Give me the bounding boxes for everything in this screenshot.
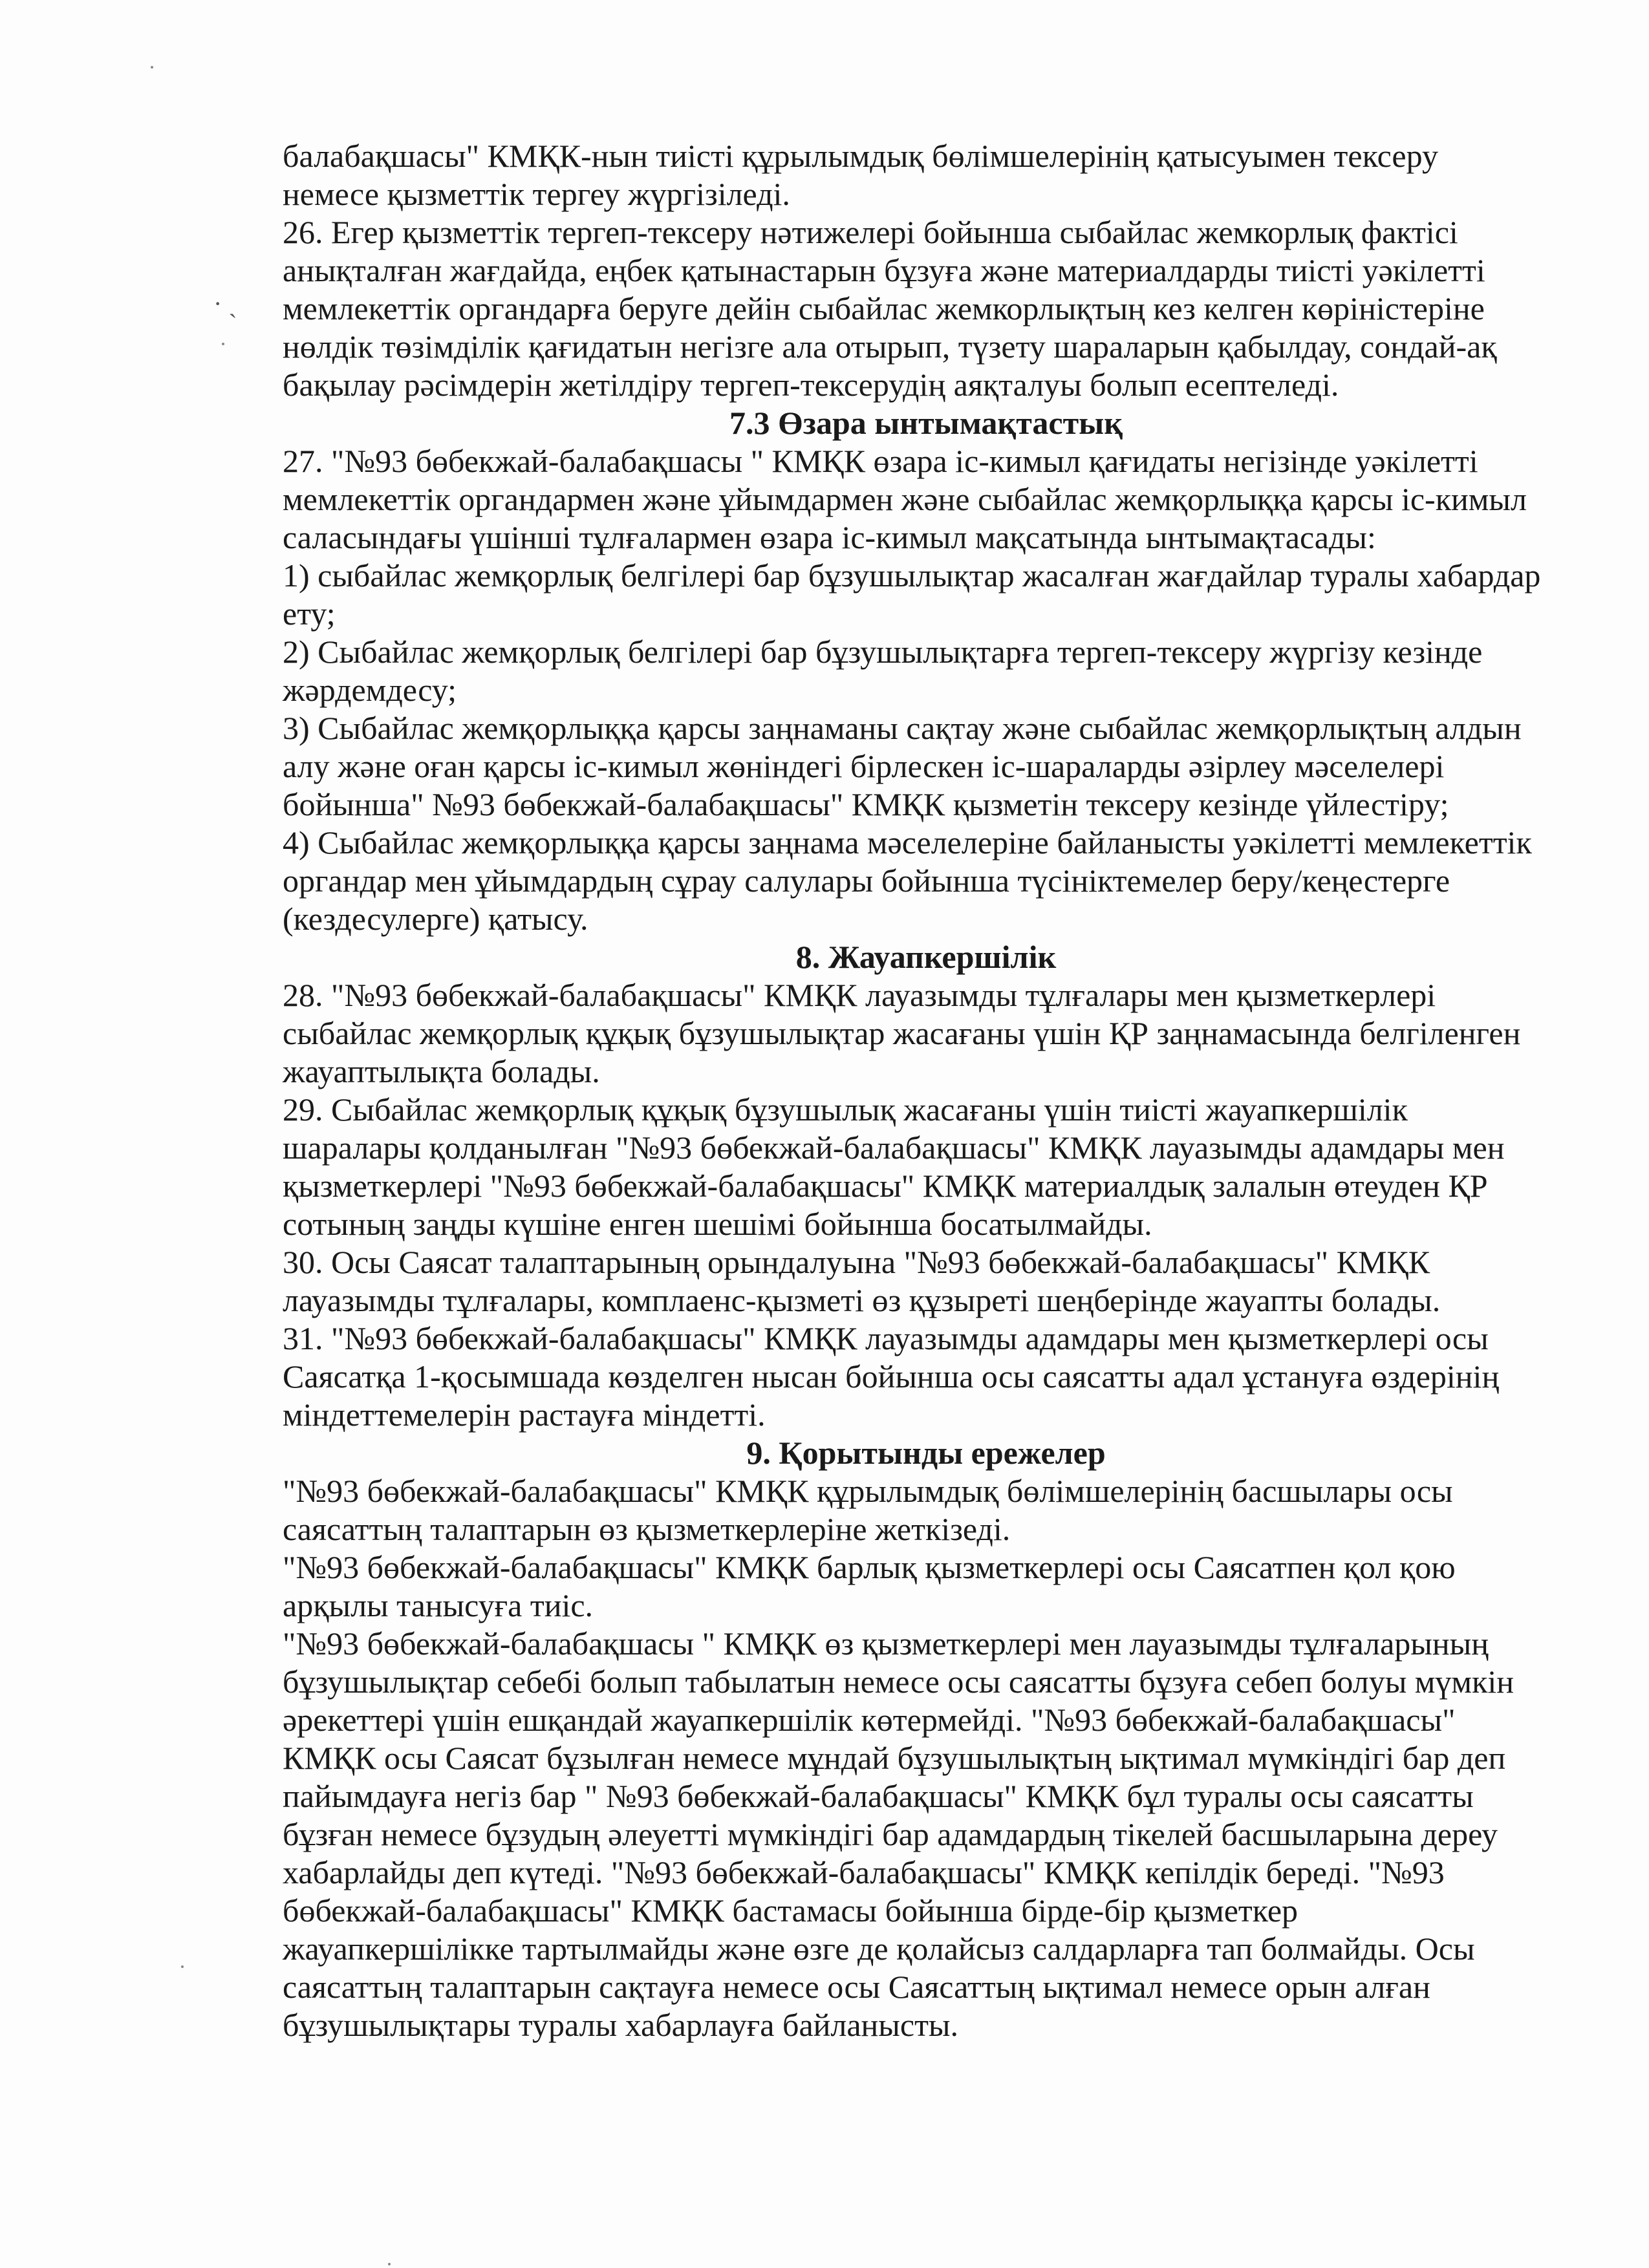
text-line: арқылы танысуға тиіс. [283,1587,594,1623]
text-line: сотының заңды күшіне енген шешімі бойынша босатылмайды. [283,1206,1152,1242]
text-line: сыбайлас жемқорлық құқық бұзушылықтар жасағаны үшін ҚР заңнамасында белгіленген [283,1015,1521,1051]
text-line: қызметкерлері "№93 бөбекжай-балабақшасы" КМҚК материалдық залалын өтеуден ҚР [283,1168,1488,1204]
text-line: нөлдік төзімділік қағидатын негізге ала отырып, түзету шараларын қабылдау, сондай-ақ [283,328,1497,365]
text-line: (кездесулерге) қатысу. [283,901,588,937]
text-line: лауазымды тұлғалары, комплаенс-қызметі өз құзыреті шеңберінде жауапты болады. [283,1282,1441,1318]
text-line: 4) Сыбайлас жемқорлыққа қарсы заңнама мәселелеріне байланысты уәкілетті мемлекеттік [283,824,1532,861]
text-line: бұзушылықтар себебі болып табылатын немесе осы саясатты бұзуға себеп болуы мүмкін [283,1664,1514,1700]
text-line: бұзған немесе бұзудың әлеуетті мүмкіндігі бар адамдардың тікелей басшыларына дереу [283,1816,1498,1852]
text-line: бойынша" №93 бөбекжай-балабақшасы" КМҚК қызметін тексеру кезінде үйлестіру; [283,786,1449,822]
text-line: әрекеттері үшін ешқандай жауапкершілік көтермейді. "№93 бөбекжай-балабақшасы" [283,1702,1456,1738]
text-line: жәрдемдесу; [283,672,457,708]
text-line: бақылау рәсімдерін жетілдіру тергеп-тексерудің аяқталуы болып есептеледі. [283,367,1339,403]
text-line: анықталған жағдайда, еңбек қатынастарын бұзуға және материалдарды тиісті уәкілетті [283,252,1485,288]
text-line: "№93 бөбекжай-балабақшасы " КМҚК өз қызметкерлері мен лауазымды тұлғаларының [283,1625,1489,1662]
text-line: 1) сыбайлас жемқорлық белгілері бар бұзушылықтар жасалған жағдайлар туралы хабардар [283,557,1541,594]
text-line: Саясатқа 1-қосымшада көзделген нысан бойынша осы саясатты адал ұстануға өздерінің [283,1358,1500,1395]
scan-speck [222,343,224,345]
section-heading: 7.3 Өзара ынтымақтастық [729,405,1123,441]
text-line: "№93 бөбекжай-балабақшасы" КМҚК құрылымдық бөлімшелерінің басшылары осы [283,1473,1453,1509]
text-line: жауаптылықта болады. [283,1053,600,1089]
text-line: КМҚК осы Саясат бұзылған немесе мұндай бұзушылықтың ықтимал мүмкіндігі бар деп [283,1740,1506,1776]
margin-scan-mark: · ˎ [213,289,237,318]
text-line: саласындағы үшінші тұлғалармен өзара іс-кимыл мақсатында ынтымақтасады: [283,519,1376,555]
text-line: мемлекеттік органдармен және ұйымдармен және сыбайлас жемқорлыққа қарсы іс-кимыл [283,481,1527,517]
section-heading: 8. Жауапкершілік [795,939,1057,975]
text-line: шаралары қолданылған "№93 бөбекжай-балабақшасы" КМҚК лауазымды адамдары мен [283,1129,1505,1166]
text-line: 3) Сыбайлас жемқорлыққа қарсы заңнаманы сақтау және сыбайлас жемқорлықтың алдын [283,710,1522,746]
text-line: хабарлайды деп күтеді. "№93 бөбекжай-балабақшасы" КМҚК кепілдік береді. "№93 [283,1854,1445,1890]
text-line: жауапкершілікке тартылмайды және өзге де қолайсыз салдарларға тап болмайды. Осы [283,1931,1475,1967]
text-line: 27. "№93 бөбекжай-балабақшасы " КМҚК өзара іс-кимыл қағидаты негізінде уәкілетті [283,443,1478,479]
text-line: 29. Сыбайлас жемқорлық құқық бұзушылық жасағаны үшін тиісті жауапкершілік [283,1091,1408,1128]
text-line: балабақшасы" КМҚК-нын тиісті құрылымдық бөлімшелерінің қатысуымен тексеру [283,138,1438,174]
text-line: міндеттемелерін растауға міндетті. [283,1396,766,1433]
text-line: пайымдауға негіз бар " №93 бөбекжай-балабақшасы" КМҚК бұл туралы осы саясатты [283,1778,1474,1814]
text-line: бұзушылықтары туралы хабарлауға байланысты. [283,2007,959,2043]
scan-speck [388,2263,391,2265]
text-line: 30. Осы Саясат талаптарының орындалуына "№93 бөбекжай-балабақшасы" КМҚК [283,1244,1430,1280]
text-line: немесе қызметтік тергеу жүргізіледі. [283,176,790,212]
text-line: "№93 бөбекжай-балабақшасы" КМҚК барлық қызметкерлері осы Саясатпен қол қою [283,1549,1456,1585]
text-line: 28. "№93 бөбекжай-балабақшасы" КМҚК лауазымды тұлғалары мен қызметкерлері [283,977,1436,1013]
text-line: органдар мен ұйымдардың сұрау салулары бойынша түсініктемелер беру/кеңестерге [283,862,1450,899]
text-line: алу және оған қарсы іс-кимыл жөніндегі бірлескен іс-шараларды әзірлеу мәселелері [283,748,1445,784]
section-heading: 9. Қорытынды ережелер [746,1435,1106,1471]
text-line: бөбекжай-балабақшасы" КМҚК бастамасы бойынша бірде-бір қызметкер [283,1892,1299,1929]
text-line: 2) Сыбайлас жемқорлық белгілері бар бұзушылықтарға тергеп-тексеру жүргізу кезінде [283,634,1483,670]
text-line: ету; [283,595,336,632]
text-line: 26. Егер қызметтік тергеп-тексеру нәтижелері бойынша сыбайлас жемкорлық фактісі [283,214,1458,250]
text-line: 31. "№93 бөбекжай-балабақшасы" КМҚК лауазымды адамдары мен қызметкерлері осы [283,1320,1489,1356]
scan-speck [151,66,153,69]
text-line: саясаттың талаптарын сақтауға немесе осы Саясаттың ықтимал немесе орын алған [283,1969,1430,2005]
text-line: мемлекеттік органдарға беруге дейін сыбайлас жемкорлықтың кез келген көріністеріне [283,290,1485,326]
scan-speck [181,1965,184,1968]
document-body [283,137,1569,2044]
text-line: саясаттың талаптарын өз қызметкерлеріне жеткізеді. [283,1511,1011,1547]
